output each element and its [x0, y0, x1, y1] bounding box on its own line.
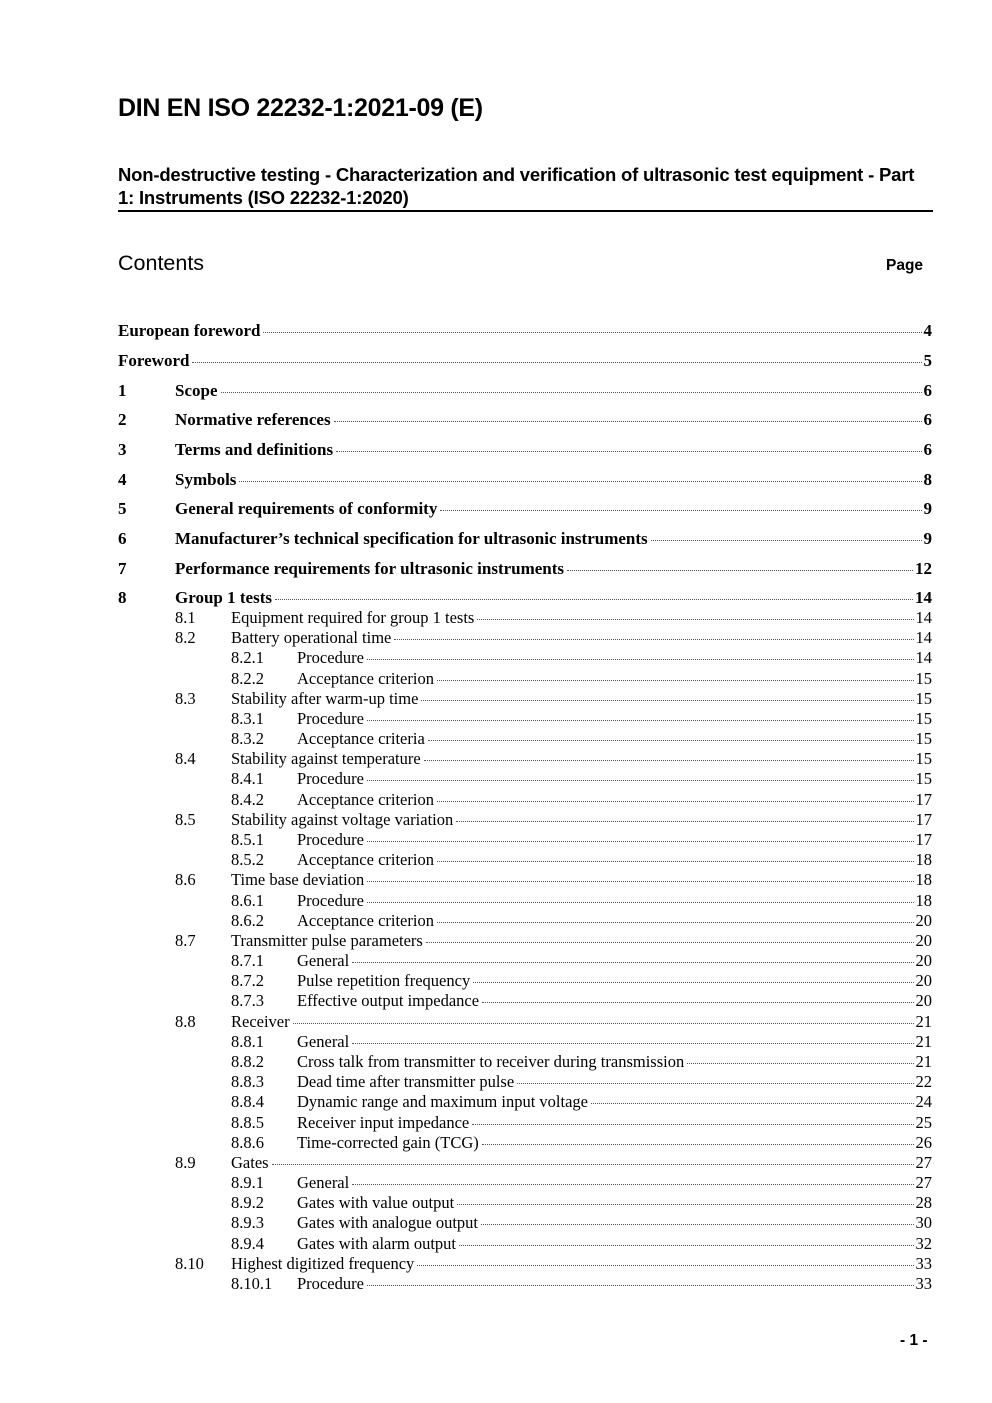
toc-entry-page: 21 — [915, 1011, 932, 1031]
toc-entry-page: 24 — [915, 1092, 932, 1112]
toc-entry-page: 6 — [923, 410, 932, 429]
dot-leader — [424, 760, 914, 761]
toc-entry-page: 15 — [915, 769, 932, 789]
toc-entry-title: Gates — [231, 1152, 269, 1172]
toc-entry-title: Gates with analogue output — [297, 1213, 479, 1233]
toc-entry-page: 30 — [915, 1213, 932, 1233]
toc-entry[interactable] — [118, 470, 932, 490]
toc-entry[interactable] — [231, 1193, 932, 1213]
toc-entry-page: 32 — [915, 1233, 932, 1253]
toc-entry-title: Battery operational time — [231, 628, 392, 648]
toc-entry-number: 5 — [118, 499, 127, 518]
toc-entry[interactable] — [118, 440, 932, 460]
dot-leader — [517, 1083, 913, 1084]
dot-leader — [456, 821, 913, 822]
toc-entry-title: General — [297, 1173, 350, 1193]
toc-entry-title: European foreword — [118, 321, 261, 340]
toc-entry-number: 8.8.6 — [231, 1132, 264, 1152]
toc-entry-number: 8.3.2 — [231, 729, 264, 749]
toc-entry-number: 8.6.2 — [231, 910, 264, 930]
dot-leader — [367, 881, 913, 882]
toc-entry-page: 33 — [915, 1273, 932, 1293]
toc-entry-number: 4 — [118, 470, 127, 489]
toc-entry-page: 5 — [923, 351, 932, 370]
dot-leader — [472, 1124, 913, 1125]
toc-entry-page: 20 — [915, 971, 932, 991]
toc-entry-page: 22 — [915, 1072, 932, 1092]
dot-leader — [352, 962, 913, 963]
dot-leader — [482, 1002, 913, 1003]
toc-entry[interactable] — [231, 709, 932, 729]
toc-entry-page: 14 — [915, 588, 932, 607]
toc-entry[interactable] — [231, 891, 932, 911]
dot-leader — [367, 902, 914, 903]
toc-entry-page: 9 — [923, 529, 932, 548]
toc-entry-page: 27 — [915, 1152, 932, 1172]
toc-entry-page: 20 — [915, 951, 932, 971]
toc-entry-page: 18 — [915, 870, 932, 890]
toc-entry-title: Procedure — [297, 648, 364, 668]
toc-entry-number: 8.2.1 — [231, 648, 264, 668]
toc-entry[interactable] — [231, 729, 932, 749]
toc-entry-number: 8.8.3 — [231, 1072, 264, 1092]
toc-entry[interactable] — [231, 1052, 932, 1072]
toc-entry[interactable] — [231, 1113, 932, 1133]
toc-entry-title: Performance requirements for ultrasonic instruments — [175, 559, 565, 578]
toc-entry[interactable] — [175, 931, 932, 951]
dot-leader — [428, 740, 914, 741]
toc-entry[interactable] — [175, 1254, 932, 1274]
toc-entry-number: 8.5.2 — [231, 850, 264, 870]
toc-entry-page: 26 — [915, 1132, 932, 1152]
toc-entry-page: 15 — [915, 708, 932, 728]
toc-entry[interactable] — [118, 529, 932, 549]
dot-leader — [437, 861, 914, 862]
toc-entry-title: Highest digitized frequency — [231, 1253, 415, 1273]
toc-entry[interactable] — [175, 870, 932, 890]
dot-leader — [334, 421, 922, 422]
toc-entry-title: Gates with value output — [297, 1193, 455, 1213]
dot-leader — [263, 332, 921, 333]
toc-entry-title: Acceptance criteria — [297, 729, 425, 749]
page-number: - 1 - — [900, 1332, 928, 1349]
dot-leader — [293, 1023, 914, 1024]
toc-entry-page: 20 — [915, 910, 932, 930]
dot-leader — [473, 982, 913, 983]
toc-entry-page: 12 — [915, 559, 932, 578]
toc-entry-page: 18 — [915, 890, 932, 910]
toc-entry-number: 8.8.2 — [231, 1051, 264, 1071]
toc-entry[interactable] — [231, 669, 932, 689]
toc-entry-title: Receiver — [231, 1011, 290, 1031]
toc-entry-number: 8.5 — [175, 809, 196, 829]
dot-leader — [651, 540, 922, 541]
toc-entry-number: 7 — [118, 559, 127, 578]
toc-entry[interactable] — [118, 381, 932, 401]
toc-entry-title: Symbols — [175, 470, 237, 489]
toc-entry-page: 6 — [923, 381, 932, 400]
toc-entry[interactable] — [175, 1012, 932, 1032]
toc-entry-number: 8.6 — [175, 870, 196, 890]
toc-entry-page: 28 — [915, 1193, 932, 1213]
toc-entry[interactable] — [118, 499, 932, 519]
toc-entry[interactable] — [231, 830, 932, 850]
dot-leader — [417, 1265, 913, 1266]
dot-leader — [482, 1144, 914, 1145]
toc-entry-page: 17 — [915, 789, 932, 809]
toc-entry-number: 8.10 — [175, 1253, 204, 1273]
toc-entry-title: Terms and definitions — [175, 440, 334, 459]
toc-entry-page: 15 — [915, 729, 932, 749]
dot-leader — [352, 1043, 913, 1044]
toc-entry-title: Procedure — [297, 890, 364, 910]
toc-entry-title: Stability after warm-up time — [231, 688, 419, 708]
toc-entry-page: 33 — [915, 1253, 932, 1273]
toc-entry-number: 8.6.1 — [231, 890, 264, 910]
toc-entry-title: Time base deviation — [231, 870, 365, 890]
toc-entry-page: 4 — [923, 321, 932, 340]
toc-entry[interactable] — [231, 1173, 932, 1193]
dot-leader — [367, 780, 914, 781]
toc-entry-title: Cross talk from transmitter to receiver during transmission — [297, 1051, 685, 1071]
toc-entry-title: Scope — [175, 381, 218, 400]
toc-entry-page: 17 — [915, 829, 932, 849]
toc-entry-number: 8.8 — [175, 1011, 196, 1031]
toc-entry-title: Procedure — [297, 769, 364, 789]
toc-entry-number: 8.7 — [175, 930, 196, 950]
dot-leader — [367, 659, 914, 660]
dot-leader — [336, 451, 921, 452]
toc-entry[interactable] — [175, 689, 932, 709]
toc-entry-title: Procedure — [297, 829, 364, 849]
toc-entry-number: 8.8.5 — [231, 1112, 264, 1132]
toc-entry-page: 25 — [915, 1112, 932, 1132]
dot-leader — [221, 392, 922, 393]
toc-entry-title: General requirements of conformity — [175, 499, 438, 518]
toc-entry[interactable] — [231, 850, 932, 870]
toc-entry-title: Effective output impedance — [297, 991, 480, 1011]
toc-entry-page: 17 — [915, 809, 932, 829]
toc-entry-number: 8.1 — [175, 608, 196, 627]
toc-entry[interactable] — [231, 911, 932, 931]
toc-entry-title: Stability against voltage variation — [231, 809, 454, 829]
dot-leader — [421, 700, 913, 701]
dot-leader — [477, 619, 913, 620]
dot-leader — [275, 599, 913, 600]
toc-entry-number: 8.8.1 — [231, 1031, 264, 1051]
toc-entry-title: Manufacturer’s technical specification for ultrasonic instruments — [175, 529, 648, 548]
document-subtitle: Non-destructive testing - Characterization and verification of ultrasonic test equipment - Part 1: Instruments (ISO 22232-1:2020) — [118, 164, 915, 208]
toc-entry-page: 14 — [915, 628, 932, 648]
toc-entry[interactable] — [231, 648, 932, 668]
toc-entry-title: Stability against temperature — [231, 749, 421, 769]
dot-leader — [367, 1285, 914, 1286]
dot-leader — [440, 510, 921, 511]
dot-leader — [239, 481, 921, 482]
toc-entry-number: 8.3.1 — [231, 708, 264, 728]
toc-entry-title: Acceptance criterion — [297, 910, 434, 930]
toc-entry[interactable] — [175, 810, 932, 830]
dot-leader — [394, 639, 913, 640]
toc-entry-title: Pulse repetition frequency — [297, 971, 471, 991]
toc-entry-number: 8.3 — [175, 688, 196, 708]
toc-entry[interactable] — [118, 351, 932, 371]
toc-entry[interactable] — [118, 588, 932, 608]
toc-entry[interactable] — [118, 321, 932, 341]
toc-entry[interactable] — [231, 790, 932, 810]
dot-leader — [272, 1164, 914, 1165]
contents-heading: Contents — [118, 251, 205, 275]
toc-entry-number: 8 — [118, 588, 127, 607]
toc-entry[interactable] — [175, 608, 932, 628]
toc-entry[interactable] — [231, 951, 932, 971]
toc-entry[interactable] — [175, 628, 932, 648]
toc-entry-title: Receiver input impedance — [297, 1112, 470, 1132]
toc-entry-number: 8.9.1 — [231, 1173, 264, 1193]
toc-entry-title: Time-corrected gain (TCG) — [297, 1132, 479, 1152]
toc-entry-number: 8.2.2 — [231, 668, 264, 688]
toc-entry-page: 20 — [915, 930, 932, 950]
dot-leader — [426, 942, 914, 943]
dot-leader — [192, 362, 921, 363]
toc-entry-number: 8.7.3 — [231, 991, 264, 1011]
toc-entry[interactable] — [231, 1092, 932, 1112]
toc-entry-title: Procedure — [297, 1273, 364, 1293]
toc-entry-page: 9 — [923, 499, 932, 518]
toc-entry-page: 14 — [915, 648, 932, 668]
toc-entry[interactable] — [231, 971, 932, 991]
dot-leader — [459, 1245, 913, 1246]
toc-entry-title: Procedure — [297, 708, 364, 728]
toc-entry-page: 20 — [915, 991, 932, 1011]
toc-entry-number: 8.4 — [175, 749, 196, 769]
dot-leader — [591, 1103, 914, 1104]
toc-entry-number: 1 — [118, 381, 127, 400]
toc-entry-title: Foreword — [118, 351, 190, 370]
toc-entry-title: Group 1 tests — [175, 588, 272, 607]
toc-entry-title: Normative references — [175, 410, 331, 429]
dot-leader — [437, 801, 914, 802]
dot-leader — [481, 1224, 913, 1225]
toc-entry-title: Dead time after transmitter pulse — [297, 1072, 515, 1092]
toc-entry-number: 8.4.1 — [231, 769, 264, 789]
toc-entry[interactable] — [231, 1274, 932, 1294]
toc-entry-title: Gates with alarm output — [297, 1233, 457, 1253]
toc-entry-title: Equipment required for group 1 tests — [231, 608, 475, 627]
toc-entry[interactable] — [118, 410, 932, 430]
toc-entry[interactable] — [118, 559, 932, 579]
toc-entry-number: 8.4.2 — [231, 789, 264, 809]
toc-entry-number: 3 — [118, 440, 127, 459]
toc-entry-page: 8 — [923, 470, 932, 489]
toc-entry-title: Acceptance criterion — [297, 668, 434, 688]
toc-entry[interactable] — [175, 1153, 932, 1173]
toc-entry-number: 8.5.1 — [231, 829, 264, 849]
toc-entry-page: 15 — [915, 668, 932, 688]
toc-entry-number: 8.9.4 — [231, 1233, 264, 1253]
toc-entry-page: 15 — [915, 749, 932, 769]
page-column-label: Page — [886, 257, 924, 274]
toc-entry-number: 6 — [118, 529, 127, 548]
toc-entry[interactable] — [231, 991, 932, 1011]
toc-entry-number: 8.2 — [175, 628, 196, 648]
toc-entry-page: 15 — [915, 688, 932, 708]
toc-entry-title: Acceptance criterion — [297, 789, 434, 809]
toc-entry-number: 2 — [118, 410, 127, 429]
toc-entry-number: 8.7.1 — [231, 951, 264, 971]
toc-entry-number: 8.9.2 — [231, 1193, 264, 1213]
toc-entry[interactable] — [231, 1133, 932, 1153]
document-title: DIN EN ISO 22232-1:2021-09 (E) — [118, 94, 483, 122]
toc-entry[interactable] — [175, 749, 932, 769]
toc-entry-page: 14 — [915, 608, 932, 627]
toc-entry-page: 18 — [915, 850, 932, 870]
title-divider — [118, 210, 933, 212]
toc-entry-number: 8.10.1 — [231, 1273, 273, 1293]
toc-entry-title: Dynamic range and maximum input voltage — [297, 1092, 588, 1112]
dot-leader — [367, 841, 914, 842]
dot-leader — [367, 720, 914, 721]
toc-entry-number: 8.7.2 — [231, 971, 264, 991]
toc-entry-title: Transmitter pulse parameters — [231, 930, 423, 950]
toc-entry-title: Acceptance criterion — [297, 850, 434, 870]
toc-entry-page: 21 — [915, 1031, 932, 1051]
dot-leader — [437, 922, 914, 923]
toc-entry-number: 8.9.3 — [231, 1213, 264, 1233]
toc-entry-title: General — [297, 1031, 350, 1051]
toc-entry-number: 8.8.4 — [231, 1092, 264, 1112]
toc-entry-page: 27 — [915, 1173, 932, 1193]
dot-leader — [567, 570, 913, 571]
toc-entry[interactable] — [231, 1234, 932, 1254]
toc-entry-page: 6 — [923, 440, 932, 459]
dot-leader — [687, 1063, 913, 1064]
toc-entry-title: General — [297, 951, 350, 971]
toc-entry[interactable] — [231, 1072, 932, 1092]
dot-leader — [352, 1184, 913, 1185]
dot-leader — [437, 680, 914, 681]
dot-leader — [457, 1204, 913, 1205]
toc-entry-page: 21 — [915, 1051, 932, 1071]
toc-entry[interactable] — [231, 1032, 932, 1052]
toc-entry[interactable] — [231, 769, 932, 789]
toc-entry[interactable] — [231, 1213, 932, 1233]
toc-entry-number: 8.9 — [175, 1152, 196, 1172]
